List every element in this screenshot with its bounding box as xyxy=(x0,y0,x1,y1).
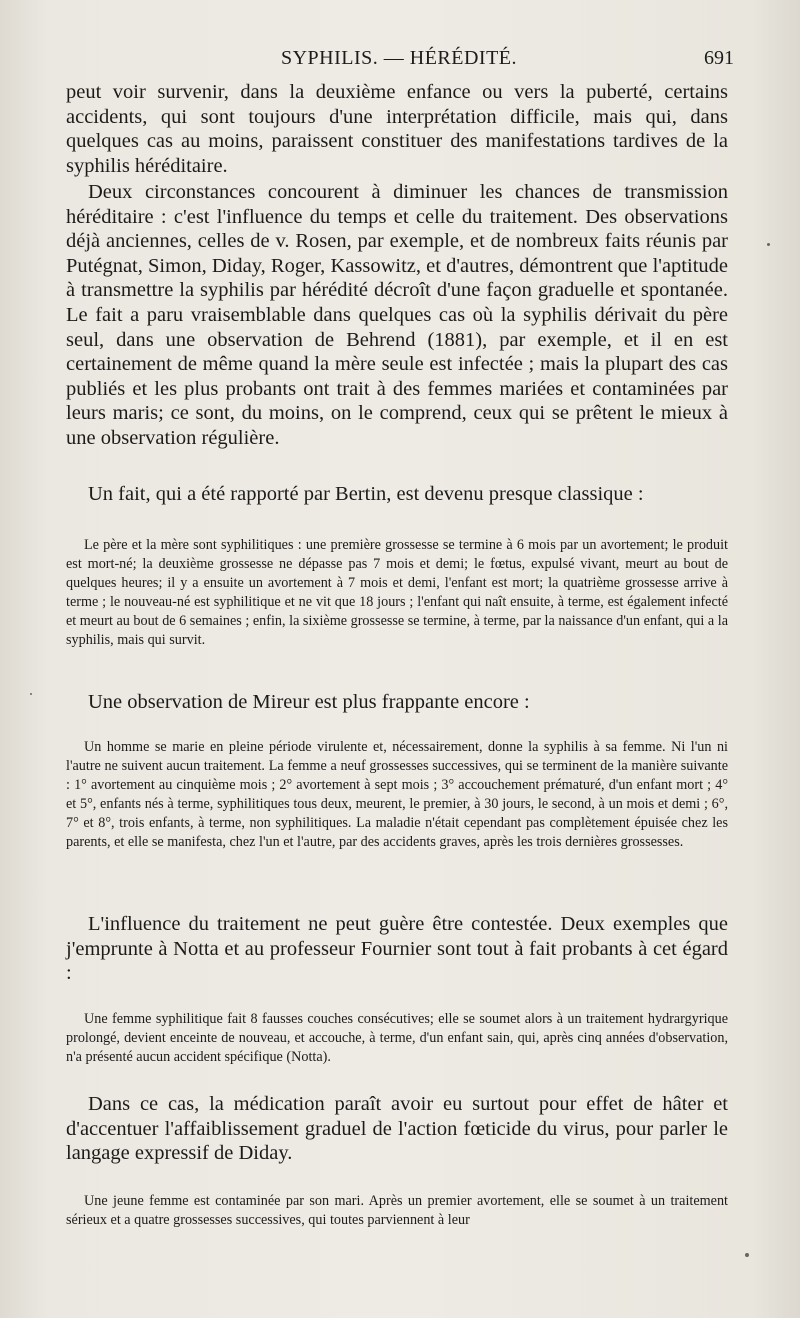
paragraph-text: Deux circonstances concourent à diminuer les chances de transmission héréditaire : c'est l'influence du temps et celle du traitement. Des observations déjà anciennes, celles de v. Rosen, par exemple, et de nombreux faits réunis par Putégnat, Simon, Diday, Roger, Kassowitz, et d'autres, démontrent que l'aptitude à transmettre la syphilis par hérédité décroît d'une façon graduelle et spontanée. Le fait a paru vraisemblable dans quelques cas où la syphilis dérivait du père seul, dans une observation de Behrend (1881), par exemple, et il en est certainement de même quand la mère seule est infectée ; mais la plupart des cas publiés et les plus probants ont trait à des femmes mariées et contaminées par leurs maris; ce sont, du moins, on le comprend, ceux qui se prêtent le mieux à une observation régulière. xyxy=(66,181,728,449)
paragraph-text: Dans ce cas, la médication paraît avoir eu surtout pour effet de hâter et d'accentuer l'affaiblissement graduel de l'action fœticide du virus, pour parler le langage expressif de Diday. xyxy=(66,1093,728,1165)
paragraph-text: Un fait, qui a été rapporté par Bertin, est devenu presque classique : xyxy=(88,483,644,505)
quote-bertin xyxy=(66,536,728,649)
page-header xyxy=(64,47,734,75)
quote-fournier xyxy=(66,1192,728,1230)
quote-mireur xyxy=(66,738,728,851)
paragraph-bertin-intro xyxy=(66,482,728,507)
paragraph-text: Une observation de Mireur est plus frappante encore : xyxy=(88,691,530,713)
paragraph-text: peut voir survenir, dans la deuxième enfance ou vers la puberté, certains accidents, qui sont toujours d'une interprétation difficile, mais qui, dans quelques cas au moins, paraissent constituer des manifestations tardives de la syphilis héréditaire. xyxy=(66,81,728,177)
paragraph-traitement xyxy=(66,912,728,986)
quote-text: Une jeune femme est contaminée par son mari. Après un premier avortement, elle se soumet à un traitement sérieux et a quatre grossesses successives, qui toutes parviennent à leur xyxy=(66,1193,728,1228)
paper-speck xyxy=(745,1253,749,1257)
quote-text: Un homme se marie en pleine période virulente et, nécessairement, donne la syphilis à sa femme. Ni l'un ni l'autre ne suivent aucun traitement. La femme a neuf grossesses successives, qui se terminent de la manière suivante : 1° avortement au cinquième mois ; 2° avortement à sept mois ; 3° accouchement prématuré, d'un enfant mort ; 4° et 5°, enfants nés à terme, syphilitiques tous deux, meurent, le premier, à 30 jours, le second, à un mois et demi ; 6°, 7° et 8°, trois enfants, à terme, non syphilitiques. La maladie n'était cependant pas complètement épuisée chez les parents, et elle se manifesta, chez l'un et l'autre, par des accidents graves, après les trois dernières grossesses. xyxy=(66,739,728,850)
paper-speck xyxy=(30,693,32,695)
paragraph-circonstances xyxy=(66,180,728,451)
page-number: 691 xyxy=(704,47,734,69)
quote-text: Une femme syphilitique fait 8 fausses couches consécutives; elle se soumet alors à un traitement hydrargyrique prolongé, devient enceinte de nouveau, et accouche, à terme, d'un enfant sain, qui, après cinq années d'observation, n'a présenté aucun accident spécifique (Notta). xyxy=(66,1011,728,1065)
paper-speck xyxy=(767,243,770,246)
quote-notta xyxy=(66,1010,728,1067)
paragraph-text: L'influence du traitement ne peut guère être contestée. Deux exemples que j'emprunte à Notta et au professeur Fournier sont tout à fait probants à cet égard : xyxy=(66,913,728,985)
paragraph-medication xyxy=(66,1092,728,1166)
quote-text: Le père et la mère sont syphilitiques : une première grossesse se termine à 6 mois par un avortement; le produit est mort-né; la deuxième grossesse ne dépasse pas 7 mois et demi; le fœtus, expulsé vivant, meurt au bout de quelques heures; il y a ensuite un avortement à 7 mois et demi, l'enfant est mort; la quatrième grossesse arrive à terme ; le nouveau-né est syphilitique et ne vit que 18 jours ; l'enfant qui naît ensuite, à terme, est également infecté et meurt au bout de 6 semaines ; enfin, la sixième grossesse se termine, à terme, par la naissance d'un enfant, qui a la syphilis, mais qui survit. xyxy=(66,537,728,648)
running-title: SYPHILIS. — HÉRÉDITÉ. xyxy=(280,47,518,69)
paragraph-mireur-intro xyxy=(66,690,728,715)
paragraph-continued xyxy=(66,80,728,178)
